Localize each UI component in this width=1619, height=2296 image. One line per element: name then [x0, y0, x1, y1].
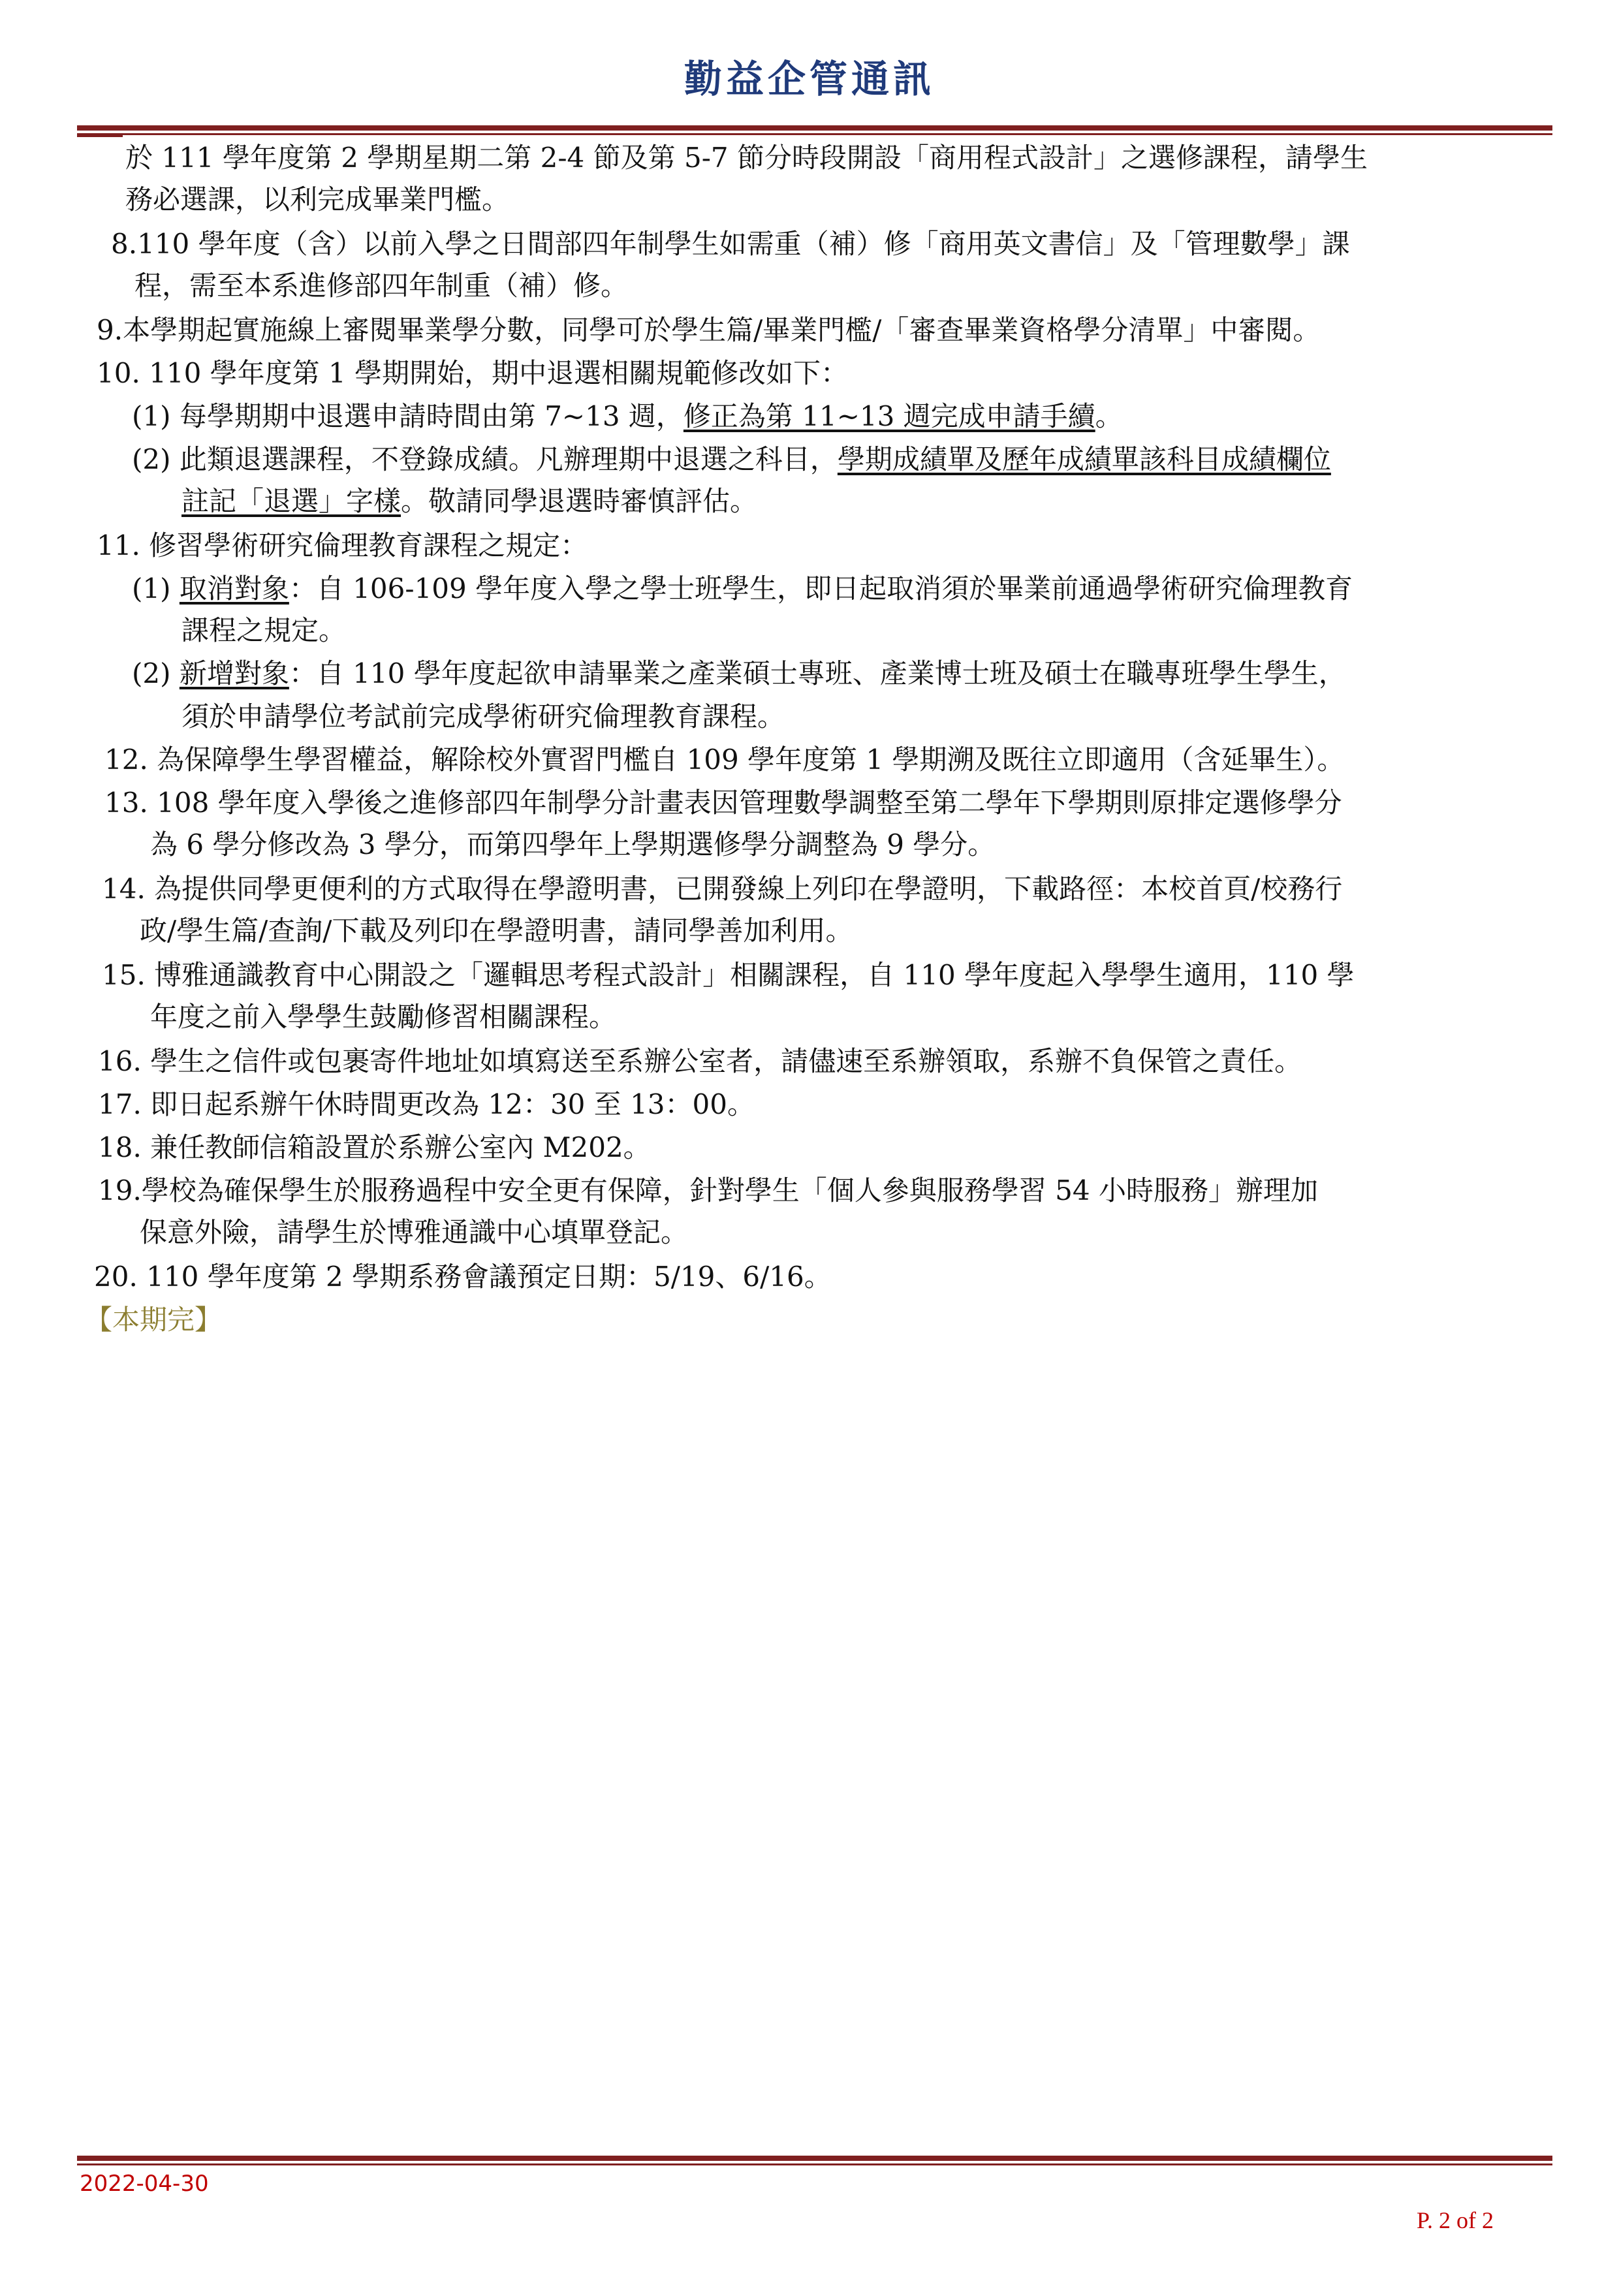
underlined-text: 修正為第 11~13 週完成申請手續: [683, 400, 1095, 432]
body-line: 政/學生篇/查詢/下載及列印在學證明書，請同學善加利用。: [140, 915, 853, 947]
text-segment: (2) 此類退選課程，不登錄成績。凡辦理期中退選之科目，: [132, 443, 838, 475]
list-item-16: 16. 學生之信件或包裹寄件地址如填寫送至系辦公室者，請儘速至系辦領取，系辦不負保管之責任。: [98, 1045, 1302, 1077]
underlined-text: 取消對象: [179, 573, 289, 605]
body-line: 於 111 學年度第 2 學期星期二第 2-4 節及第 5-7 節分時段開設「商用程式設計」之選修課程，請學生: [125, 142, 1368, 174]
list-item-19: 19.學校為確保學生於服務過程中安全更有保障，針對學生「個人參與服務學習 54 小時服務」辦理加: [98, 1174, 1318, 1206]
text-segment: ：自 110 學年度起欲申請畢業之產業碩士專班、產業博士班及碩士在職專班學生學生，: [289, 657, 1346, 689]
issue-date: 2022-04-30: [80, 2171, 209, 2197]
body-line: 保意外險，請學生於博雅通識中心填單登記。: [140, 1216, 689, 1248]
text-segment: (1): [132, 573, 180, 605]
list-item-10: 10. 110 學年度第 1 學期開始，期中退選相關規範修改如下：: [97, 357, 849, 389]
list-item-17: 17. 即日起系辦午休時間更改為 12：30 至 13：00。: [98, 1088, 755, 1120]
underlined-text: 學期成績單及歷年成績單該科目成績欄位: [837, 443, 1331, 475]
page-number: P. 2 of 2: [1416, 2207, 1494, 2233]
text-segment: ：自 106-109 學年度入學之學士班學生，即日起取消須於畢業前通過學術研究倫理教育: [289, 573, 1353, 605]
footer-rule-thin: [77, 2163, 1552, 2165]
list-item-15: 15. 博雅通識教育中心開設之「邏輯思考程式設計」相關課程，自 110 學年度起入學學生適用，110 學: [102, 959, 1355, 991]
sub-item-10-1: [132, 396, 1123, 437]
text-segment: 。: [1095, 400, 1123, 432]
sub-item-10-2: [132, 439, 1331, 480]
newsletter-title: 勤益企管通訊: [684, 57, 935, 101]
body-line: 程，需至本系進修部四年制重（補）修。: [134, 270, 629, 302]
body-line: 須於申請學位考試前完成學術研究倫理教育課程。: [181, 700, 785, 732]
list-item-9: 9.本學期起實施線上審閱畢業學分數，同學可於學生篇/畢業門檻/「審查畢業資格學分清單」中審閱。: [97, 314, 1321, 346]
body-line: 年度之前入學學生鼓勵修習相關課程。: [150, 1001, 617, 1033]
sub-item-11-2: [132, 653, 1346, 695]
list-item-13: 13. 108 學年度入學後之進修部四年制學分計畫表因管理數學調整至第二學年下學期則原排定選修學分: [104, 787, 1342, 819]
list-item-12: 12. 為保障學生學習權益，解除校外實習門檻自 109 學年度第 1 學期溯及既往立即適用（含延畢生）。: [104, 744, 1345, 776]
header-rule-tick: [77, 135, 123, 137]
body-line: 課程之規定。: [181, 614, 347, 646]
sub-item-11-1: [132, 568, 1353, 610]
text-segment: 。敬請同學退選時審慎評估。: [401, 485, 758, 517]
list-item-8: 8.110 學年度（含）以前入學之日間部四年制學生如需重（補）修「商用英文書信」及「管理數學」課: [111, 228, 1350, 260]
end-of-issue-mark: 【本期完】: [85, 1304, 223, 1336]
underlined-text: 新增對象: [179, 657, 289, 689]
header-rule-thick: [77, 125, 1552, 131]
body-line: [181, 480, 757, 522]
list-item-20: 20. 110 學年度第 2 學期系務會議預定日期：5/19、6/16。: [94, 1261, 832, 1293]
list-item-18: 18. 兼任教師信箱設置於系辦公室內 M202。: [98, 1131, 651, 1163]
text-segment: (2): [132, 657, 180, 689]
header-rule-thin: [77, 133, 1552, 135]
list-item-11: 11. 修習學術研究倫理教育課程之規定：: [97, 529, 588, 561]
body-line: 為 6 學分修改為 3 學分，而第四學年上學期選修學分調整為 9 學分。: [150, 828, 996, 860]
footer-rule-thick: [77, 2156, 1552, 2161]
list-item-14: 14. 為提供同學更便利的方式取得在學證明書，已開發線上列印在學證明，下載路徑：本校首頁/校務行: [102, 873, 1343, 905]
body-line: 務必選課，以利完成畢業門檻。: [125, 183, 510, 215]
underlined-text: 註記「退選」字樣: [181, 485, 401, 517]
text-segment: (1) 每學期期中退選申請時間由第 7~13 週，: [132, 400, 684, 432]
